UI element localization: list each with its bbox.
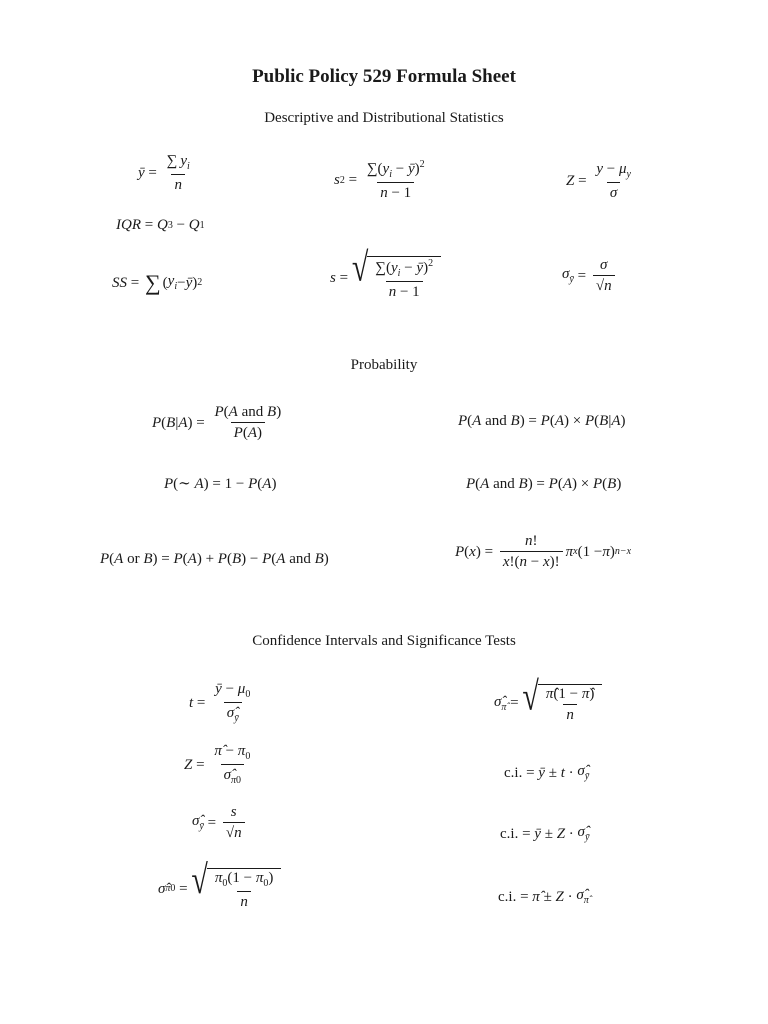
formula-multiplication: P ( A and B ) = P ( A ) × P ( B | A ) — [458, 413, 626, 429]
formula-se-prop: $\sigmâ_{\pî}$ = √ $\frac{\pî(1 - \pî)}{n}$ — [494, 684, 602, 723]
formula-independent: P ( A and B ) = P ( A ) × P ( B ) — [466, 476, 622, 492]
formula-complement: P (∼ A ) = 1 − P ( A ) — [164, 476, 277, 492]
section-heading-ci: Confidence Intervals and Significance Tests — [252, 633, 516, 649]
formula-std-error: $\sigma_ȳ$ = $\frac{\sigma}{√n}$ — [562, 258, 618, 294]
formula-se-mean-est: $\sigmâ_ȳ$ = $\frac{s}{√n}$ — [192, 805, 248, 841]
formula-variance: s 2 = $\frac{\sum(y_i - ȳ)^2}{n - 1}$ — [334, 159, 425, 201]
formula-ci-mean-z: c.i. = ȳ ± Z · $\sigmâ_ȳ$ — [500, 824, 590, 843]
formula-std-dev: s = √ $\frac{\sum(y_i - ȳ)^2}{n - 1}$ — [330, 256, 441, 300]
formula-z-prop: Z = $\frac{\pî - \pi_0}{\sigmâ_{\pi 0}}$ — [184, 743, 251, 786]
formula-iqr: IQR = Q 3 − Q 1 — [116, 217, 205, 233]
formula-ci-prop: c.i. = π̂ ± Z · $\sigmâ_{\pî}$ — [498, 887, 589, 906]
formula-addition: P ( A or B ) = P ( A ) + P ( B ) − P ( A and B ) — [100, 551, 329, 567]
formula-ci-mean-t: c.i. = ȳ ± t · $\sigmâ_ȳ$ — [504, 763, 590, 782]
formula-sum-squares: SS = ∑ ( $y_i$ − ȳ ) 2 — [112, 270, 203, 295]
formula-mean: ȳ = $\frac{\sum y_i}{n}$ — [138, 153, 190, 193]
formula-se-null-prop: σ̂ π0 = √ $\frac{\pi_0(1 - \pi_0)}{n}$ — [158, 868, 281, 910]
page-title: Public Policy 529 Formula Sheet — [252, 66, 516, 87]
formula-conditional: P ( B | A ) = $\frac{\text{P(A and B)}}{P(A)}$ — [152, 404, 282, 441]
formula-binomial: P ( x ) = $\frac{n!}{x!(n - x)!}$ π x (1 − π ) n−x — [455, 533, 632, 570]
section-heading-descriptive: Descriptive and Distributional Statistics — [264, 110, 504, 126]
formula-z-score: Z = $\frac{y - \mu_y}{\sigma}$ — [566, 161, 631, 201]
section-heading-probability: Probability — [350, 357, 418, 373]
formula-t-stat: t = $\frac{ȳ - \mu_0}{\sigmâ_ȳ}$ — [189, 681, 251, 724]
